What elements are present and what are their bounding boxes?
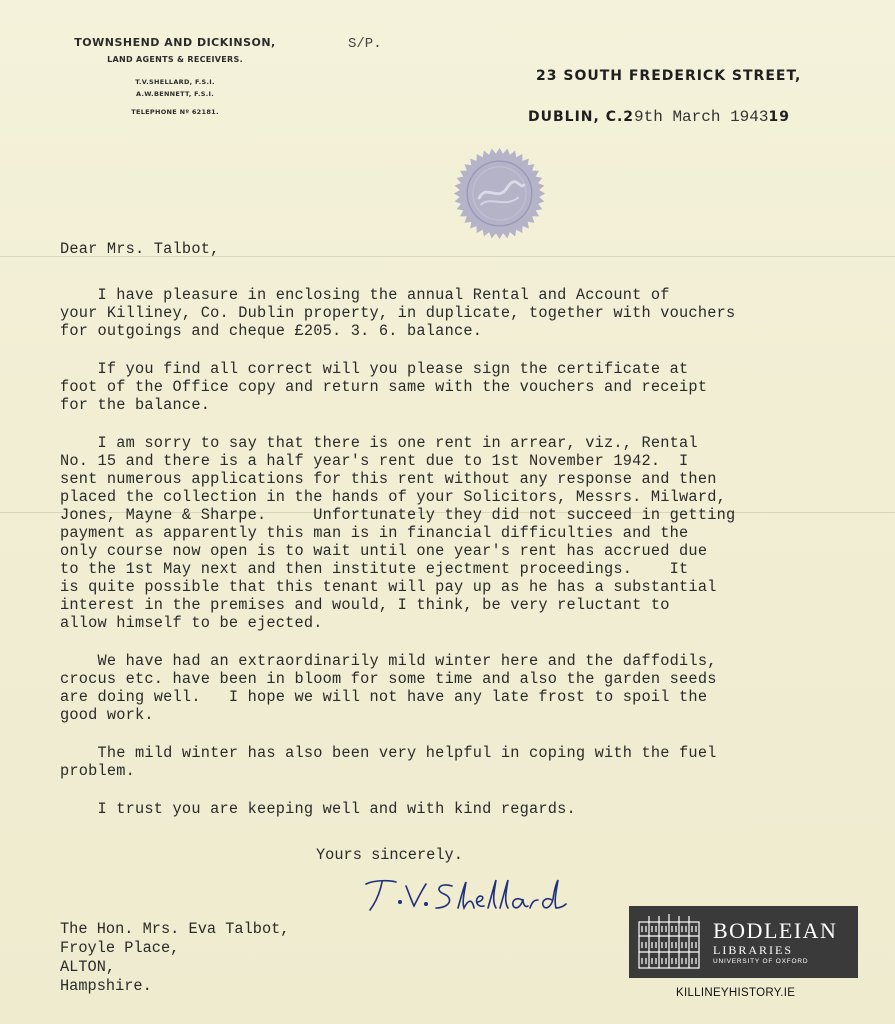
paragraph-line: only course now open is to wait until one year's rent has accrued due <box>60 542 708 560</box>
reference: S/P. <box>348 36 382 52</box>
bodleian-text <box>713 919 837 966</box>
partner-2: A.W.BENNETT, F.S.I. <box>136 90 214 98</box>
paragraph-line: foot of the Office copy and return same with the vouchers and receipt <box>60 378 708 396</box>
paragraph-line: I am sorry to say that there is one rent in arrear, viz., Rental <box>60 434 698 452</box>
paragraph-line: We have had an extraordinarily mild winter here and the daffodils, <box>60 652 717 670</box>
paragraph-line: payment as apparently this man is in financial difficulties and the <box>60 524 689 542</box>
address-block <box>528 68 802 126</box>
address-city: DUBLIN, C.2 <box>528 109 635 125</box>
salutation: Dear Mrs. Talbot, <box>60 240 220 258</box>
paragraph-line: sent numerous applications for this rent without any response and then <box>60 470 717 488</box>
firm-name: TOWNSHEND AND DICKINSON, <box>74 36 276 49</box>
paragraph-line: The mild winter has also been very helpful in coping with the fuel <box>60 744 717 762</box>
paragraph-line: your Killiney, Co. Dublin property, in duplicate, together with vouchers <box>60 304 736 322</box>
recipient-line: The Hon. Mrs. Eva Talbot, <box>60 920 290 938</box>
paragraph-line: crocus etc. have been in bloom for some time and also the garden seeds <box>60 670 717 688</box>
bodleian-university: UNIVERSITY OF OXFORD <box>713 957 809 965</box>
letterhead <box>60 36 290 116</box>
paragraph-line: for the balance. <box>60 396 211 414</box>
source-website: KILLINEYHISTORY.IE <box>676 987 796 999</box>
paragraph-line: If you find all correct will you please sign the certificate at <box>60 360 689 378</box>
letter-date: 9th March 1943 <box>634 108 769 126</box>
recipient-line: Hampshire. <box>60 977 152 995</box>
recipient-address <box>60 920 290 996</box>
paragraph-line: to the 1st May next and then institute ejectment proceedings. It <box>60 560 689 578</box>
letter-paragraph <box>60 744 880 780</box>
firm-role: LAND AGENTS & RECEIVERS. <box>107 55 243 64</box>
telephone-number: TELEPHONE Nº 62181. <box>131 108 219 116</box>
recipient-line: ALTON, <box>60 958 116 976</box>
paragraphs <box>60 286 880 818</box>
closing: Yours sincerely. <box>316 846 463 864</box>
paragraph-line: are doing well. I hope we will not have any late frost to spoil the <box>60 688 708 706</box>
paragraph-line: interest in the premises and would, I think, be very reluctant to <box>60 596 670 614</box>
handwritten-signature <box>360 872 570 918</box>
embossed-seal <box>452 146 547 241</box>
address-street: 23 SOUTH FREDERICK STREET, <box>536 68 802 84</box>
paragraph-line: No. 15 and there is a half year's rent due to 1st November 1942. I <box>60 452 689 470</box>
paragraph-line: Jones, Mayne & Sharpe. Unfortunately they did not succeed in getting <box>60 506 736 524</box>
paragraph-line: good work. <box>60 706 154 724</box>
paragraph-line: for outgoings and cheque £205. 3. 6. balance. <box>60 322 483 340</box>
letter-paragraph <box>60 360 880 414</box>
paragraph-line: allow himself to be ejected. <box>60 614 323 632</box>
paragraph-line: placed the collection in the hands of your Solicitors, Messrs. Milward, <box>60 488 726 506</box>
partner-1: T.V.SHELLARD, F.S.I. <box>135 78 215 86</box>
bodleian-libraries-badge <box>629 906 858 978</box>
bodleian-building-icon <box>635 912 703 972</box>
paragraph-line: I have pleasure in enclosing the annual Rental and Account of <box>60 286 670 304</box>
paragraph-line: problem. <box>60 762 136 780</box>
bodleian-name: BODLEIAN <box>713 917 838 943</box>
date-year-prefix: 19 <box>768 109 790 125</box>
paragraph-line: is quite possible that this tenant will pay up as he has a substantial <box>60 578 717 596</box>
bodleian-libraries: LIBRARIES <box>713 942 794 957</box>
letter-body <box>60 240 880 838</box>
address-city-date <box>528 108 790 126</box>
letter-paragraph <box>60 800 880 818</box>
paragraph-line: I trust you are keeping well and with kind regards. <box>60 800 576 818</box>
letter-paragraph <box>60 652 880 724</box>
recipient-line: Froyle Place, <box>60 939 180 957</box>
letter-paragraph <box>60 434 880 632</box>
letter-paragraph <box>60 286 880 340</box>
